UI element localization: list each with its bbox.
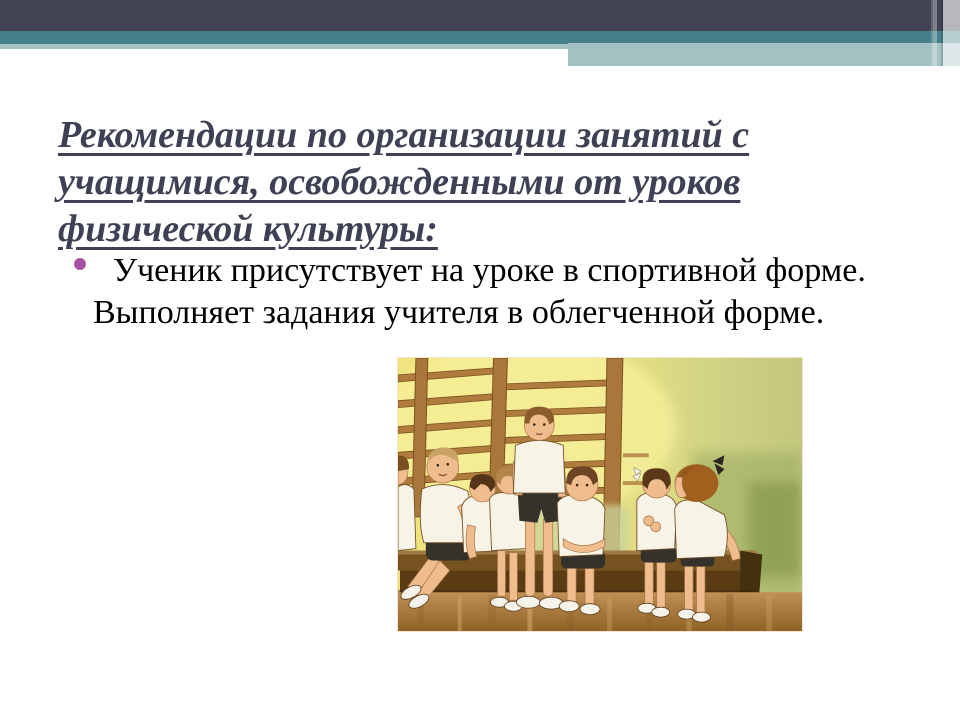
header-band-light-right	[568, 43, 960, 66]
header-accent-stripe	[933, 0, 937, 66]
children-gym-illustration	[397, 357, 803, 632]
header-band-dark	[0, 0, 960, 31]
gym-floor	[398, 592, 802, 631]
bullet-text-line1: Ученик присутствует на уроке в спортивной форме.	[113, 252, 866, 289]
slide-title: Рекомендации по организации занятий с учащимися, освобожденными от уроков физической культуры:	[58, 114, 750, 250]
header-band-light-left	[0, 44, 568, 49]
bullet-text-line2: Выполняет задания учителя в облегченной форме.	[93, 294, 825, 331]
header-accent-stripe	[943, 0, 960, 66]
bullet-marker	[74, 258, 86, 270]
